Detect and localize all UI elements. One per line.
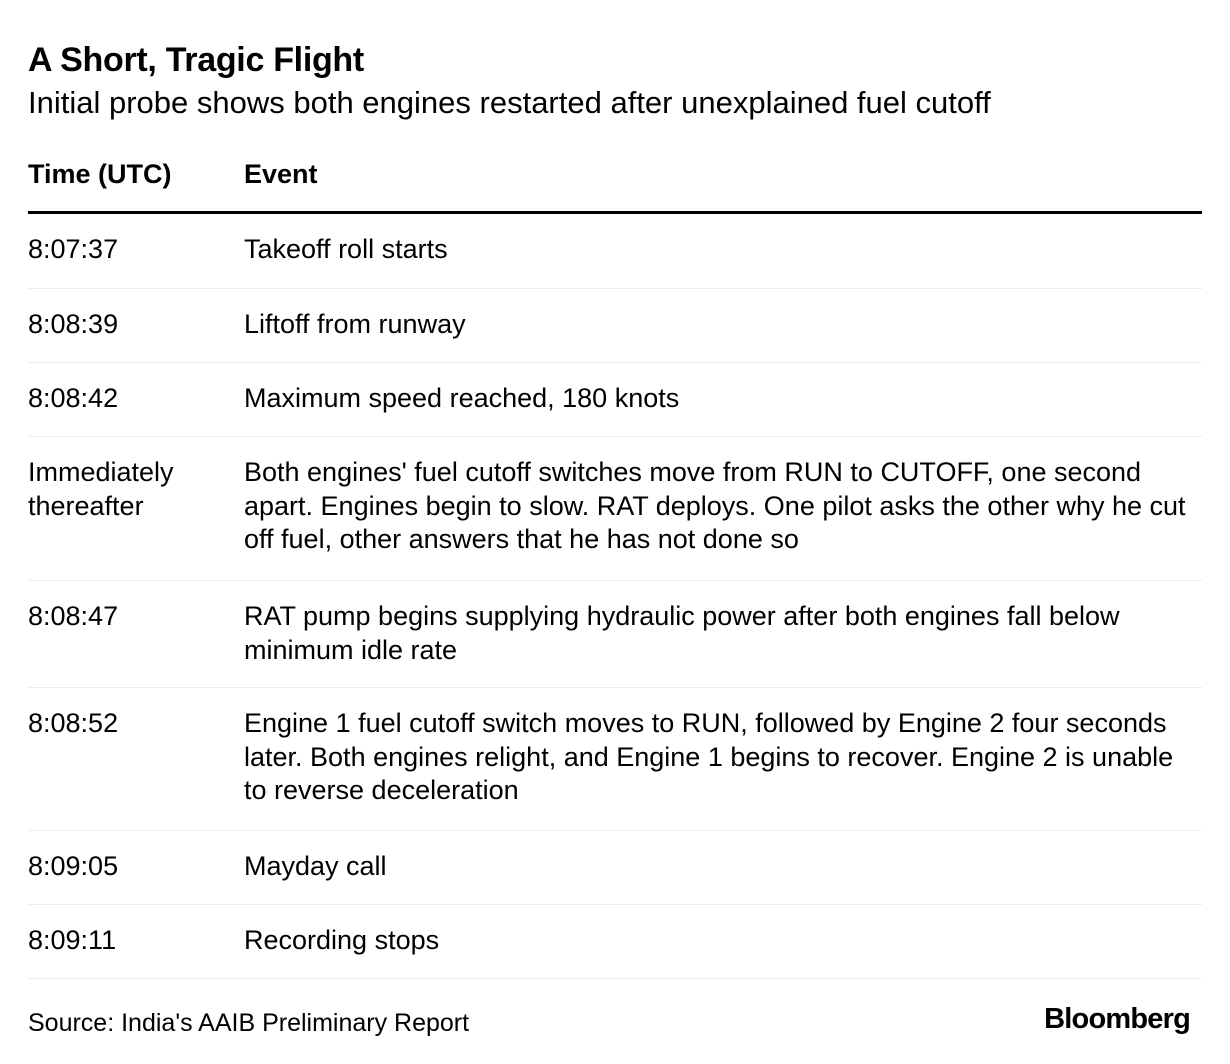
cell-time: 8:08:52 [28,708,119,738]
cell-event: Engine 1 fuel cutoff switch moves to RUN, followed by Engine 2 four seconds later. Both engines relight, and Engine 1 begins to recover. Engine 2 is unable to reverse deceleration [244,708,1174,805]
cell-time: 8:09:11 [28,925,117,955]
cell-time: 8:08:47 [28,601,119,631]
table-row [28,581,1202,688]
table-body [28,214,1202,979]
bloomberg-logo: Bloomberg [1044,1003,1190,1035]
cell-time: 8:09:05 [28,851,119,881]
cell-time: 8:08:42 [28,383,119,413]
table-row [28,437,1202,581]
table-row [28,363,1202,437]
table-row [28,905,1202,979]
column-header-time: Time (UTC) [28,159,172,189]
chart-title: A Short, Tragic Flight [28,41,364,79]
chart-subtitle: Initial probe shows both engines restarted after unexplained fuel cutoff [28,85,991,120]
cell-event: Takeoff roll starts [244,234,448,264]
cell-event: Both engines' fuel cutoff switches move from RUN to CUTOFF, one second apart. Engines begin to slow. RAT deploys. One pilot asks the other why he cut off fuel, other answers that he has not done so [244,457,1186,554]
column-header-event: Event [244,159,318,189]
source-note: Source: India's AAIB Preliminary Report [28,1009,470,1037]
table-row [28,289,1202,363]
cell-time: Immediately thereafter [28,457,174,521]
chart-container [28,0,1202,1064]
cell-event: Mayday call [244,851,387,881]
events-table [28,150,1202,979]
cell-event: Recording stops [244,925,440,955]
cell-event: Maximum speed reached, 180 knots [244,383,680,413]
cell-time: 8:07:37 [28,234,119,264]
cell-event: RAT pump begins supplying hydraulic power after both engines fall below minimum idle rate [244,601,1120,665]
table-row [28,688,1202,831]
table-header [28,150,1202,214]
cell-time: 8:08:39 [28,309,119,339]
cell-event: Liftoff from runway [244,309,466,339]
table-row [28,214,1202,289]
table-row [28,831,1202,905]
